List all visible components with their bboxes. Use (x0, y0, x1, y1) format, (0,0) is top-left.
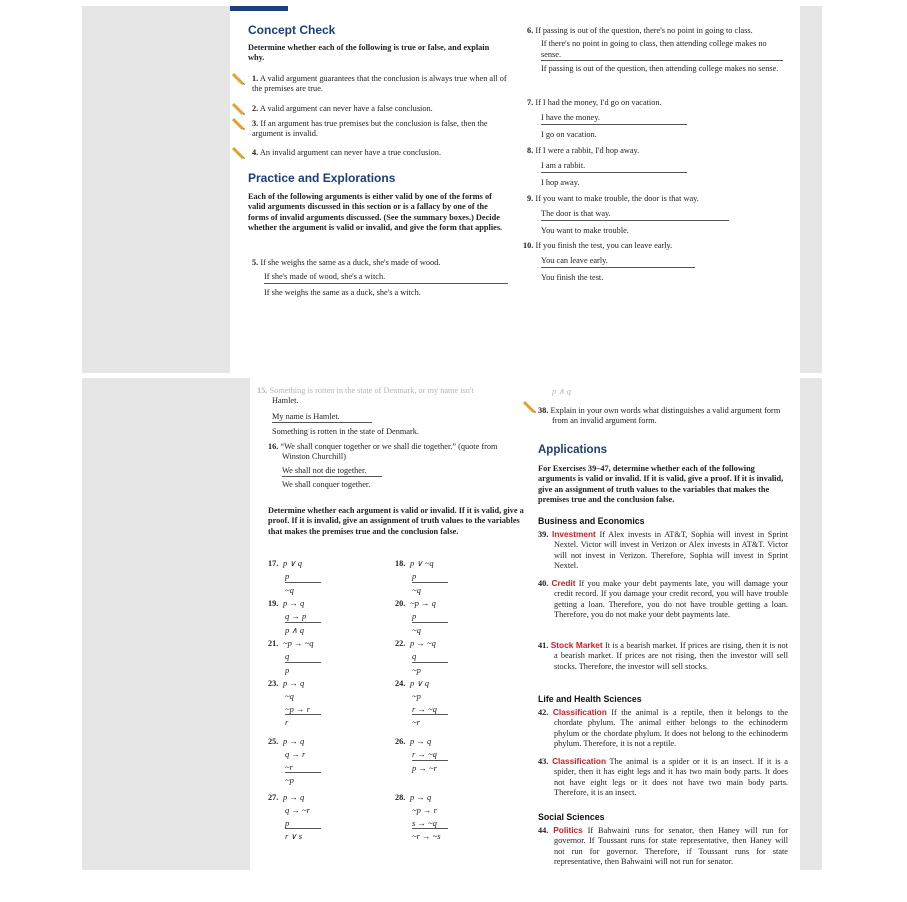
premise-line: p ∨ q (283, 558, 302, 568)
premise-line: p (285, 818, 321, 829)
exercise-8: 8. If I were a rabbit, I'd hop away. I am a rabbit. I hop away. (527, 146, 783, 188)
exercise-number: 25. (268, 737, 279, 746)
concept-item-1: 1. A valid argument guarantees that the conclusion is always true when all of the premises are true. (252, 74, 507, 94)
symbolic-exercise (395, 638, 515, 675)
exercise-15: 15. Something is rotten in the state of Denmark, or my name isn't Hamlet. My name is Hamlet. Something is rotten in the state of Denmark. (257, 386, 474, 436)
exercise-41: 41. Stock Market It is a bearish market. If prices are rising, then it is not a bearish market. If prices are not rising, then the investor will sell stocks. Therefore, the investor will sell stocks. (538, 640, 789, 671)
exercise-number: 27. (268, 793, 279, 802)
exercise-40: 40. Credit If you make your debt payments late, you will damage your credit record. If you damage your credit record, you will have trouble getting a loan. Therefore, you do not have trouble getting a loan. Therefore, you do not make your debt payments late. (538, 578, 788, 619)
exercise-number: 19. (268, 599, 279, 608)
top-page (230, 6, 800, 373)
exercise-number: 17. (268, 559, 279, 568)
premise-line: p ∨ ~q (410, 558, 434, 568)
premise-line: p (412, 571, 448, 582)
exercise-9: 9. If you want to make trouble, the door is that way. The door is that way. You want to make trouble. (527, 194, 783, 236)
exercise-number: 21. (268, 639, 279, 648)
premise-line: p → q (410, 792, 432, 802)
premise-line: q → p (285, 611, 321, 622)
exercise-7: 7. If I had the money, I'd go on vacation. I have the money. I go on vacation. (527, 98, 783, 140)
pencil-icon (232, 117, 246, 131)
premise-line: ~q (412, 624, 421, 635)
exercise-number: 20. (395, 599, 406, 608)
premise-line: p → q (410, 736, 432, 746)
exercise-44: 44. Politics If Bahwaini runs for senator, then Haney will run for governor. If Toussant runs for state representative, then Haney will not run for governor. Therefore, if Toussant runs for state representative, then Bahwaini will not run for senator. (538, 825, 788, 866)
exercise-43: 43. Classification The animal is a spider or it is an insect. If it is a spider, then it has eight legs and it has two main body parts. It does not have eight legs or it does not have two main body parts. Therefore, it is an insect. (538, 756, 788, 797)
premise-line: ~p → r (412, 805, 437, 816)
premise-line: ~q (285, 584, 294, 595)
premise-line: q (412, 651, 448, 662)
exercise-39: 39. Investment If Alex invests in AT&T, Sophia will invest in Sprint Nextel. Victor will invest in Verizon or Alex invests in AT&T. Victor will not invest in Verizon. Therefore, Sophia will invest in Sprint Nextel. (538, 529, 789, 570)
premise-line: s → ~q (412, 818, 448, 829)
premise-line: ~q (412, 584, 421, 595)
premise-line: p ∧ q (285, 624, 304, 635)
premise-line: r → ~q (412, 749, 448, 760)
exercise-number: 26. (395, 737, 406, 746)
premise-line: p (285, 664, 290, 675)
social-sciences-heading: Social Sciences (538, 812, 605, 822)
premise-line: ~p → r (285, 704, 321, 715)
premise-line: ~p (412, 691, 421, 702)
practice-instructions: Each of the following arguments is either valid by one of the forms of valid arguments discussed in this section or is a fallacy by one of the forms of invalid arguments discussed. (See the summary boxes.) Decide whether the argument is valid or invalid, and give the form that applies. (248, 192, 503, 232)
symbolic-exercise (268, 558, 388, 595)
symbolic-exercise (395, 558, 515, 595)
premise-line: p → q (283, 678, 305, 688)
concept-check-heading: Concept Check (248, 23, 336, 37)
exercise-number: 23. (268, 679, 279, 688)
symbolic-exercise (268, 598, 388, 635)
section-accent-bar (230, 6, 288, 11)
exercise-42: 42. Classification If the animal is a reptile, then it belongs to the chordate phylum. The animal either belongs to the echinoderm phylum or the chordate phylum. It does not belong to the echinoderm phylum. Therefore, it is not a reptile. (538, 707, 789, 748)
symbolic-instructions: Determine whether each argument is valid or invalid. If it is valid, give a proof. If it is invalid, give an assignment of truth values to the variables that makes the premises true and the conclusion false. (268, 506, 524, 536)
premise-line: p → q (283, 598, 305, 608)
symbolic-exercise (395, 736, 515, 773)
symbolic-exercise (395, 598, 515, 635)
premise-line: ~p → ~q (283, 638, 314, 648)
premise-line: r (285, 716, 289, 727)
premise-line: r ∨ s (285, 830, 303, 841)
premise-line: p → ~r (412, 762, 437, 773)
symbolic-exercise (395, 792, 515, 841)
premise-line: q → ~r (285, 805, 310, 816)
premise-line: ~r (285, 762, 321, 773)
exercise-number: 24. (395, 679, 406, 688)
symbolic-exercise (268, 792, 388, 841)
exercise-number: 18. (395, 559, 406, 568)
exercise-number: 22. (395, 639, 406, 648)
practice-heading: Practice and Explorations (248, 171, 396, 185)
premise-line: p → q (283, 736, 305, 746)
applications-instructions: For Exercises 39–47, determine whether each of the following arguments is valid or invalid. If it is valid, give a proof. If it is invalid, give an assignment of truth values to the variables that makes the premises true and the conclusion false. (538, 464, 784, 504)
premise-line: ~p (285, 774, 294, 785)
exercise-38: 38. Explain in your own words what distinguishes a valid argument form from an invalid argument form. (538, 406, 781, 426)
premise-line: p (285, 571, 321, 582)
premise-line: ~q (285, 691, 294, 702)
symbolic-exercise (268, 736, 388, 785)
exercise-number: 28. (395, 793, 406, 802)
concept-item-3: 3. If an argument has true premises but the conclusion is false, then the argument is invalid. (252, 119, 488, 139)
premise-line: p → q (283, 792, 305, 802)
symbolic-exercise (268, 638, 388, 675)
premise-line: p ∨ q (410, 678, 429, 688)
premise-line: ~r → ~s (412, 830, 441, 841)
faded-formula: p ∧ q (552, 386, 571, 396)
pencil-icon (232, 146, 246, 160)
applications-heading: Applications (538, 444, 608, 456)
symbolic-exercises (268, 558, 528, 863)
premise-line: q → r (285, 749, 306, 760)
bottom-page (250, 378, 800, 870)
concept-check-instructions: Determine whether each of the following is true or false, and explain why. (248, 43, 490, 63)
symbolic-exercise (268, 678, 388, 727)
premise-line: r → ~q (412, 704, 448, 715)
premise-line: p (412, 611, 448, 622)
premise-line: q (285, 651, 321, 662)
exercise-6: 6. If passing is out of the question, there's no point in going to class. If there's no point in going to class, then attending college makes no sense. If passing is out of the question, then attending college makes no sense. (527, 26, 783, 74)
premise-line: p → ~q (410, 638, 436, 648)
concept-item-4: 4. An invalid argument can never have a true conclusion. (252, 148, 442, 157)
symbolic-exercise (395, 678, 515, 727)
exercise-16: 16. “We shall conquer together or we shall die together.” (quote from Winston Churchill) We shall not die together. We shall conquer together. (268, 442, 498, 489)
concept-item-2: 2. A valid argument can never have a false conclusion. (252, 104, 433, 113)
exercise-5: 5. If she weighs the same as a duck, she's made of wood. If she's made of wood, she's a witch. If she weighs the same as a duck, she's a witch. (252, 258, 508, 298)
pencil-icon (523, 400, 537, 414)
life-sciences-heading: Life and Health Sciences (538, 694, 642, 704)
premise-line: ~p (412, 664, 421, 675)
pencil-icon (232, 72, 246, 86)
business-heading: Business and Economics (538, 516, 645, 526)
premise-line: ~r (412, 716, 420, 727)
premise-line: ~p → q (410, 598, 436, 608)
pencil-icon (232, 102, 246, 116)
exercise-10: 10. If you finish the test, you can leave early. You can leave early. You finish the test. (523, 241, 783, 283)
